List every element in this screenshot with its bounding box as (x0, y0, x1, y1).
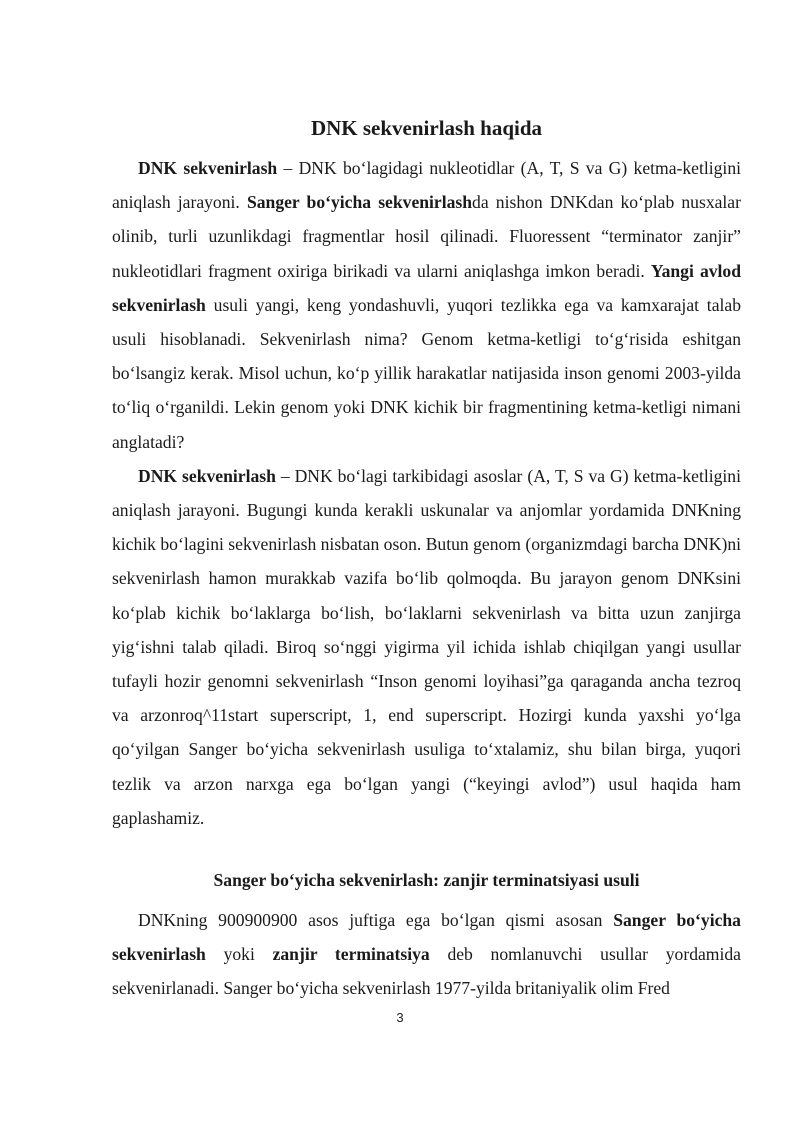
bold-term: Sanger bo‘yicha sekvenirlash (112, 910, 741, 965)
paragraph-1 (112, 151, 741, 459)
section-title: Sanger bo‘yicha sekvenirlash: zanjir terminatsiyasi usuli (213, 870, 640, 891)
bold-term: Sanger bo‘yicha sekvenirlash (246, 192, 473, 213)
document-page (112, 108, 741, 1006)
paragraph-text: deb nomlanuvchi usullar yordamida sekvenirlanadi. Sanger bo‘yicha sekvenirlash 1977-yilda britaniyalik olim Fred (112, 944, 741, 999)
paragraph-text: da nishon DNKdan ko‘plab nusxalar olinib, turli uzunlikdagi fragmentlar hosil qilinadi. Fluoressent “terminator zanjir” nukleotidlari fragment oxiriga birikadi va ularni aniqlashga imkon beradi. (112, 192, 741, 281)
bold-term: DNK sekvenirlash (138, 158, 278, 178)
paragraph-3 (112, 903, 741, 1006)
paragraph-text: – DNK bo‘lagi tarkibidagi asoslar (A, T, S va G) ketma-ketligini aniqlash jarayoni. Bugungi kunda kerakli uskunalar va anjomlar yordamida DNKning kichik bo‘lagini sekvenirlash nisbatan oson. Butun genom (organizmdagi barcha DNK)ni sekvenirlash hamon murakkab vazifa bo‘lib qolmoqda. Bu jarayon genom DNKsini ko‘plab kichik bo‘laklarga bo‘lish, bo‘laklarni sekvenirlash va bitta uzun zanjirga yig‘ishni talab qiladi. Biroq so‘nggi yigirma yil ichida ishlab chiqilgan yangi usullar tufayli hozir genomni sekvenirlash “Inson genomi loyihasi”ga qaraganda ancha tezroq va arzonroq^11start superscript, 1, end superscript. Hozirgi kunda yaxshi yo‘lga qo‘yilgan Sanger bo‘yicha sekvenirlash usuliga to‘xtalamiz, shu bilan birga, yuqori tezlik va arzon narxga ega bo‘lgan yangi (“keyingi avlod”) usul haqida ham gaplashamiz. (112, 465, 742, 828)
document-title: DNK sekvenirlash haqida (310, 116, 543, 140)
paragraph-text: usuli yangi, keng yondashuvli, yuqori tezlikka ega va kamxarajat talab usuli hisoblanadi. Sekvenirlash nima? Genom ketma-ketligi to‘g‘risida eshitgan bo‘lsangiz kerak. Misol uchun, ko‘p yillik harakatlar natijasida inson genomi 2003-yilda to‘liq o‘rganildi. Lekin genom yoki DNK kichik bir fragmentining ketma-ketligi nimani anglatadi? (112, 294, 741, 452)
paragraph-text: DNKning 900900900 asos juftiga ega bo‘lgan qismi asosan (138, 910, 614, 931)
paragraph-2 (112, 459, 741, 835)
bold-term: zanjir terminatsiya (272, 944, 430, 965)
paragraph-text: – DNK bo‘lagidagi nukleotidlar (A, T, S va G) ketma-ketligini aniqlash jarayoni. (112, 158, 742, 213)
bold-term: Yangi avlod sekvenirlash (112, 260, 742, 315)
page-number: 3 (396, 1010, 404, 1025)
paragraph-text: yoki (205, 944, 273, 965)
bold-term: DNK sekvenirlash (138, 465, 276, 486)
